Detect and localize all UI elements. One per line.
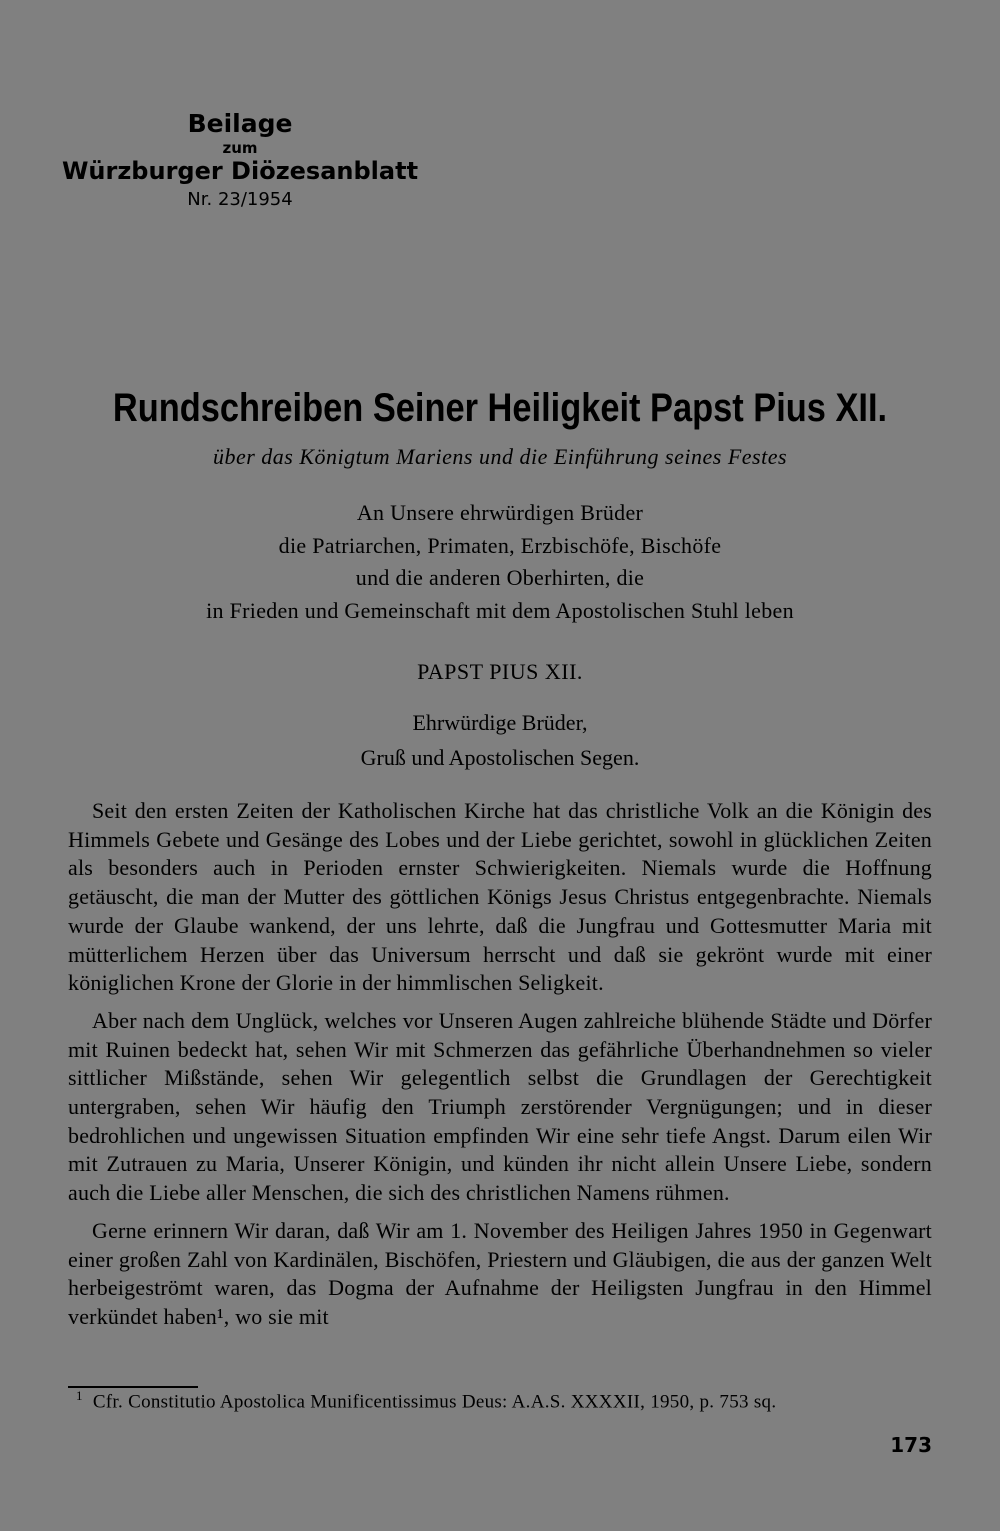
footnote	[76, 1381, 936, 1417]
page-number: 173	[890, 1433, 932, 1457]
address-line: in Frieden und Gemeinschaft mit dem Apostolischen Stuhl leben	[206, 597, 794, 623]
greeting-block	[0, 705, 1000, 775]
paragraph: Aber nach dem Unglück, welches vor Unseren Augen zahlreiche blühende Städte und Dörfer mit Ruinen bedeckt hat, sehen Wir mit Schmerzen das gefährliche Überhandnehmen so vieler sittlicher Mißstände, sehen Wir gelegentlich selbst die Grundlagen der Gerechtigkeit untergraben, sehen Wir häufig den Triumph zerstörender Vergnügungen; und in dieser bedrohlichen und ungewissen Situation empfinden Wir eine sehr tiefe Angst. Darum eilen Wir mit Zutrauen zu Maria, Unserer Königin, und künden ihr nicht allein Unsere Liebe, sondern auch die Liebe aller Menschen, die sich des christlichen Namens rühmen.	[68, 1007, 932, 1206]
paragraph: Seit den ersten Zeiten der Katholischen Kirche hat das christliche Volk an die Königin des Himmels Gebete und Gesänge des Lobes und der Liebe gerichtet, sowohl in glücklichen Zeiten als besonders auch in Perioden ernster Schwierigkeiten. Niemals wurde die Hoffnung getäuscht, die man der Mutter des göttlichen Königs Jesus Christus entgegenbrachte. Niemals wurde der Glaube wankend, der uns lehrte, daß die Jungfrau und Gottesmutter Maria mit mütterlichem Herzen über das Universum herrscht und daß sie gekrönt wurde mit einer königlichen Krone der Glorie in der himmlischen Seligkeit.	[68, 798, 932, 996]
document-subtitle: über das Königtum Mariens und die Einführung seines Festes	[212, 444, 788, 469]
greeting-line: Gruß und Apostolischen Segen.	[360, 745, 640, 770]
body-text	[68, 797, 932, 1341]
document-title: Rundschreiben Seiner Heiligkeit Papst Pius XII.	[112, 386, 888, 430]
masthead	[40, 108, 440, 214]
masthead-publication: Würzburger Diözesanblatt	[61, 157, 419, 185]
address-line: die Patriarchen, Primaten, Erzbischöfe, Bischöfe	[278, 532, 722, 558]
address-line: An Unsere ehrwürdigen Brüder	[356, 500, 644, 525]
address-line: und die anderen Oberhirten, die	[355, 565, 645, 590]
masthead-beilage: Beilage	[187, 109, 293, 138]
pope-name: PAPST PIUS XII.	[417, 659, 583, 684]
footnote-text: Cfr. Constitutio Apostolica Munificentissimus Deus: A.A.S. XXXXII, 1950, p. 753 sq.	[92, 1391, 777, 1413]
footnote-marker: 1	[76, 1388, 83, 1403]
paragraph: Gerne erinnern Wir daran, daß Wir am 1. November des Heiligen Jahres 1950 in Gegenwart einer großen Zahl von Kardinälen, Bischöfen, Priestern und Gläubigen, die aus der ganzen Welt herbeigeströmt waren, das Dogma der Aufnahme der Heiligsten Jungfrau in den Himmel verkündet haben¹, wo sie mit	[68, 1217, 932, 1329]
masthead-zum: zum	[222, 139, 258, 157]
masthead-issue: Nr. 23/1954	[187, 189, 293, 210]
address-block	[0, 497, 1000, 627]
greeting-line: Ehrwürdige Brüder,	[412, 710, 588, 735]
